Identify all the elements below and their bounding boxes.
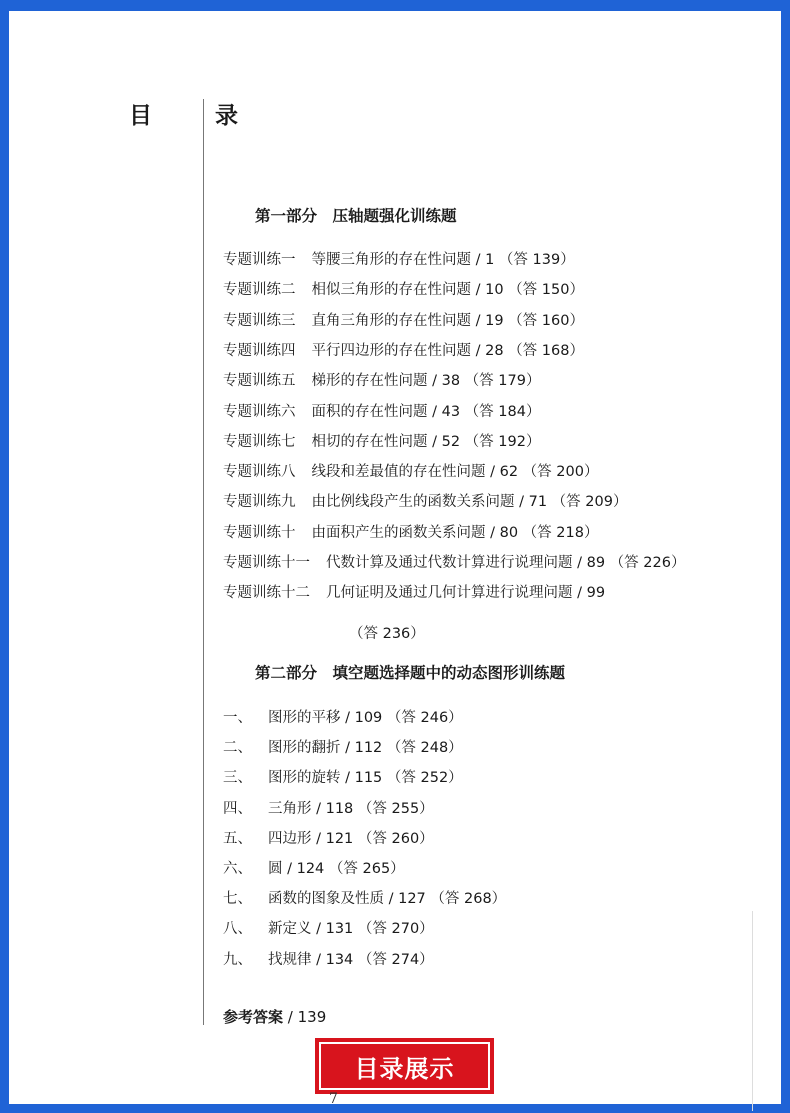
- toc-entry-label: 二、: [223, 740, 252, 757]
- toc-entry-text: 由比例线段产生的函数关系问题 / 71 （答 209）: [311, 494, 628, 511]
- toc-entry-text: 直角三角形的存在性问题 / 19 （答 160）: [311, 312, 584, 329]
- toc-entry: [223, 797, 434, 818]
- toc-entry: [223, 369, 540, 390]
- toc-entry-text: 相似三角形的存在性问题 / 10 （答 150）: [311, 282, 584, 299]
- toc-entry-text: 梯形的存在性问题 / 38 （答 179）: [311, 373, 541, 390]
- toc-entry-text: 相切的存在性问题 / 52 （答 192）: [311, 433, 541, 450]
- toc-entry: [223, 887, 506, 908]
- toc-display-stamp: [315, 1038, 494, 1094]
- toc-entry-label: 四、: [223, 800, 252, 817]
- toc-entry-label: 九、: [223, 951, 252, 968]
- toc-entry-label: 专题训练三: [223, 312, 296, 329]
- toc-entry-continuation: （答 236）: [349, 626, 425, 642]
- toc-entry: [223, 917, 434, 938]
- toc-entry-text: 函数的图象及性质 / 127 （答 268）: [268, 891, 507, 908]
- toc-entry: [223, 706, 463, 727]
- toc-entry-label: 八、: [223, 921, 252, 938]
- toc-entry-text: 等腰三角形的存在性问题 / 1 （答 139）: [311, 252, 575, 268]
- toc-entry-label: 专题训练八: [223, 464, 296, 481]
- toc-entry: [223, 400, 540, 421]
- toc-entry-label: 专题训练十二: [223, 585, 310, 602]
- toc-entry-label: 专题训练七: [223, 433, 296, 450]
- toc-entry: [223, 521, 598, 542]
- toc-entry: [223, 581, 605, 602]
- page-edge-line: [752, 911, 753, 1111]
- toc-entry-label: 五、: [223, 830, 252, 847]
- document-page: [9, 11, 781, 1107]
- stamp-label: 目录展示: [319, 1042, 490, 1090]
- toc-entry-label: 一、: [223, 710, 252, 726]
- toc-entry-text: 由面积产生的函数关系问题 / 80 （答 218）: [311, 524, 599, 541]
- toc-entry: [223, 857, 405, 878]
- toc-entry-label: 专题训练十: [223, 524, 296, 541]
- toc-entry-text: 圆 / 124 （答 265）: [268, 861, 405, 877]
- toc-entry-label: 专题训练九: [223, 494, 296, 511]
- toc-entry-text: 面积的存在性问题 / 43 （答 184）: [311, 403, 541, 420]
- toc-entry-label: 六、: [223, 861, 252, 877]
- toc-entry-text: 代数计算及通过代数计算进行说理问题 / 89 （答 226）: [326, 555, 686, 571]
- page-title: 目 录: [129, 102, 258, 129]
- toc-entry: [223, 490, 627, 511]
- toc-entry: [223, 339, 584, 360]
- toc-entry-text: 图形的平移 / 109 （答 246）: [268, 710, 463, 726]
- toc-entry: [223, 278, 584, 299]
- toc-entry-text: 新定义 / 131 （答 270）: [268, 921, 434, 938]
- toc-entry-text: 线段和差最值的存在性问题 / 62 （答 200）: [311, 464, 599, 481]
- toc-entry: [223, 551, 685, 572]
- toc-entry-text: 三角形 / 118 （答 255）: [268, 800, 434, 817]
- toc-entry-label: 七、: [223, 891, 252, 908]
- toc-entry-text: 图形的翻折 / 112 （答 248）: [268, 740, 463, 757]
- toc-entry: [223, 827, 434, 848]
- page-number: 7: [329, 1091, 338, 1107]
- answers-label: 参考答案: [223, 1008, 284, 1026]
- toc-entry-label: 专题训练十一: [223, 555, 310, 571]
- answers-entry: [223, 1006, 326, 1027]
- toc-entry-text: 图形的旋转 / 115 （答 252）: [268, 770, 463, 787]
- toc-entry-text: 找规律 / 134 （答 274）: [268, 951, 434, 968]
- toc-entry: [223, 430, 540, 451]
- toc-entry-label: 专题训练四: [223, 342, 296, 359]
- toc-entry-label: 专题训练二: [223, 282, 296, 299]
- toc-entry: [223, 736, 463, 757]
- toc-entry-label: 专题训练六: [223, 403, 296, 420]
- toc-entry-label: 专题训练一: [223, 252, 296, 268]
- toc-entry-text: 平行四边形的存在性问题 / 28 （答 168）: [311, 342, 584, 359]
- toc-entry-label: 专题训练五: [223, 373, 296, 390]
- part-one-title: 第一部分 压轴题强化训练题: [255, 207, 457, 225]
- toc-entry-text: 几何证明及通过几何计算进行说理问题 / 99: [326, 585, 606, 602]
- part-two-title: 第二部分 填空题选择题中的动态图形训练题: [255, 664, 566, 682]
- toc-entry-label: 三、: [223, 770, 252, 787]
- vertical-divider: [203, 99, 204, 1025]
- toc-entry: [223, 460, 598, 481]
- toc-entry: [223, 248, 575, 269]
- toc-entry: [223, 948, 434, 969]
- toc-entry: [223, 309, 584, 330]
- toc-entry-text: 四边形 / 121 （答 260）: [268, 830, 434, 847]
- toc-entry: [223, 766, 463, 787]
- answers-page: / 139: [283, 1008, 327, 1026]
